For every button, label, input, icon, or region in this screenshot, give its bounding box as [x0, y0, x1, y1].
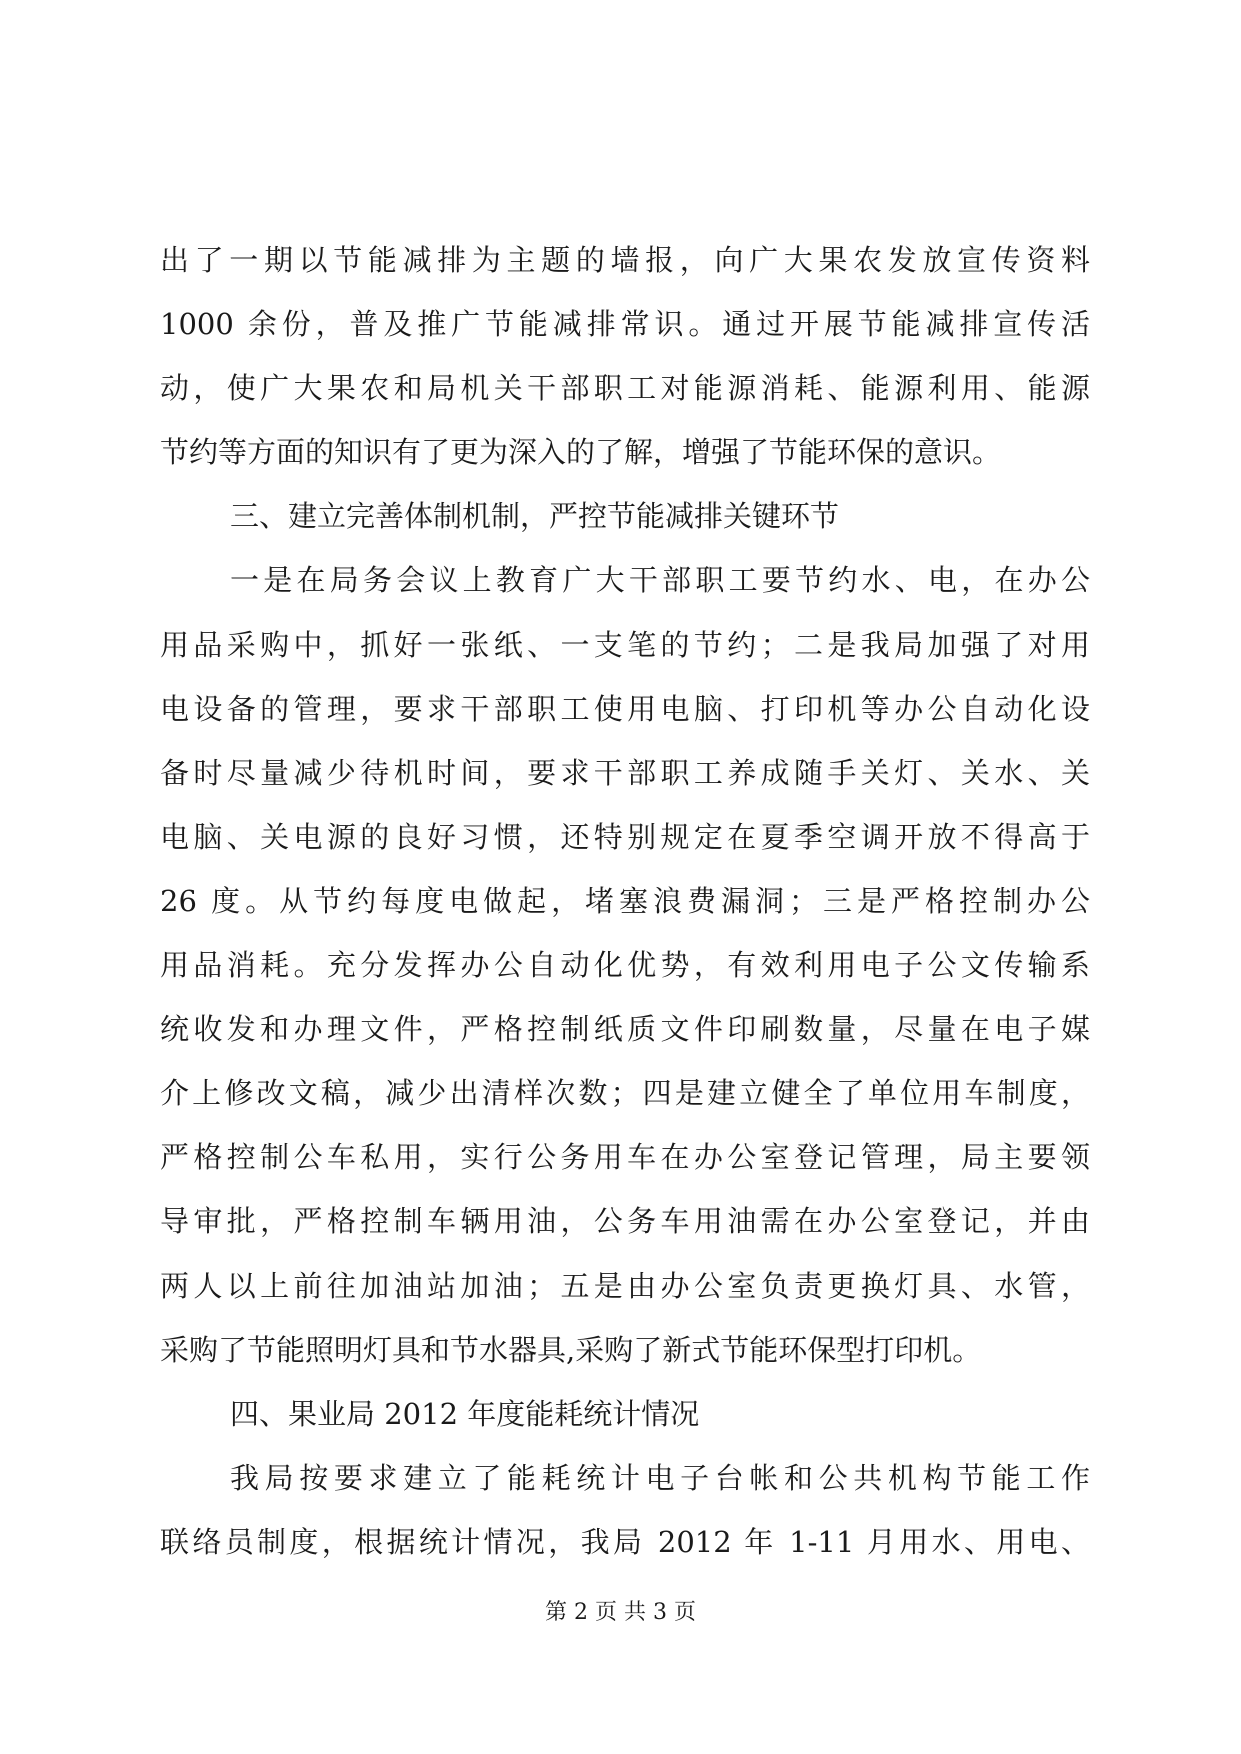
body-text — [160, 228, 1090, 1574]
text-line: 一是在局务会议上教育广大干部职工要节约水、电，在办公 — [230, 563, 1090, 598]
text-line: 两人以上前往加油站加油；五是由办公室负责更换灯具、水管， — [160, 1268, 1090, 1303]
text-line: 节约等方面的知识有了更为深入的了解，增强了节能环保的意识。 — [160, 435, 1002, 470]
text-line: 严格控制公车私用，实行公务用车在办公室登记管理，局主要领 — [160, 1140, 1090, 1175]
text-line: 采购了节能照明灯具和节水器具,采购了新式节能环保型打印机。 — [160, 1332, 982, 1367]
section-heading-4: 四、果业局 2012 年度能耗统计情况 — [230, 1396, 700, 1431]
text-line: 导审批，严格控制车辆用油，公务车用油需在办公室登记，并由 — [160, 1204, 1090, 1239]
page-footer: 第 2 页 共 3 页 — [545, 1600, 696, 1625]
text-line: 出了一期以节能减排为主题的墙报，向广大果农发放宣传资料 — [160, 243, 1090, 277]
text-line: 备时尽量减少待机时间，要求干部职工养成随手关灯、关水、关 — [160, 755, 1090, 790]
section-heading-3: 三、建立完善体制机制，严控节能减排关键环节 — [230, 499, 840, 534]
text-line: 联络员制度，根据统计情况，我局 2012 年 1-11 月用水、用电、 — [160, 1524, 1090, 1559]
text-line: 用品消耗。充分发挥办公自动化优势，有效利用电子公文传输系 — [160, 948, 1090, 983]
text-line: 我局按要求建立了能耗统计电子台帐和公共机构节能工作 — [230, 1460, 1090, 1495]
text-line: 电脑、关电源的良好习惯，还特别规定在夏季空调开放不得高于 — [160, 819, 1090, 854]
text-line: 用品采购中，抓好一张纸、一支笔的节约；二是我局加强了对用 — [160, 627, 1090, 662]
text-line: 动，使广大果农和局机关干部职工对能源消耗、能源利用、能源 — [160, 371, 1090, 406]
text-line: 1000 余份，普及推广节能减排常识。通过开展节能减排宣传活 — [160, 307, 1090, 342]
text-line: 统收发和办理文件，严格控制纸质文件印刷数量，尽量在电子媒 — [160, 1012, 1090, 1047]
text-line: 26 度。从节约每度电做起，堵塞浪费漏洞；三是严格控制办公 — [160, 883, 1090, 918]
text-line: 介上修改文稿，减少出清样次数；四是建立健全了单位用车制度， — [160, 1076, 1090, 1111]
text-line: 电设备的管理，要求干部职工使用电脑、打印机等办公自动化设 — [160, 691, 1090, 726]
